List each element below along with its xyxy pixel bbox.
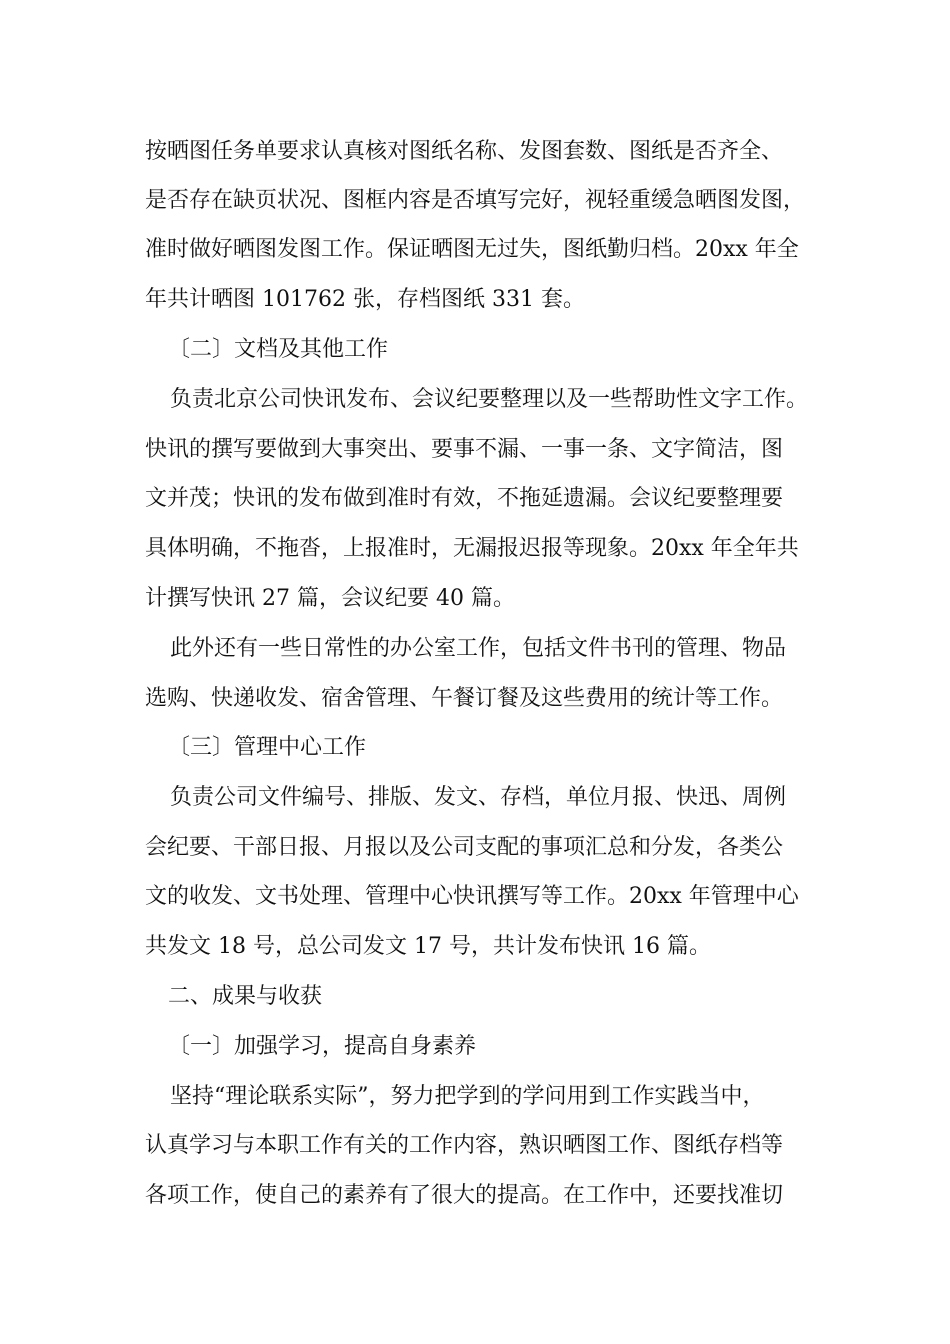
section-heading: 〔三〕管理中心工作 bbox=[168, 735, 367, 760]
paragraph-line: 年共计晒图 101762 张，存档图纸 331 套。 bbox=[145, 287, 585, 312]
paragraph-line: 选购、快递收发、宿舍管理、午餐订餐及这些费用的统计等工作。 bbox=[145, 686, 784, 711]
paragraph-line: 负责北京公司快讯发布、会议纪要整理以及一些帮助性文字工作。 bbox=[170, 387, 809, 412]
paragraph-line: 快讯的撰写要做到大事突出、要事不漏、一事一条、文字简洁，图 bbox=[145, 437, 784, 462]
paragraph-line: 共发文 18 号，总公司发文 17 号，共计发布快讯 16 篇。 bbox=[145, 934, 711, 959]
section-heading: 〔二〕文档及其他工作 bbox=[168, 337, 389, 362]
paragraph-line: 此外还有一些日常性的办公室工作，包括文件书刊的管理、物品 bbox=[170, 636, 787, 661]
paragraph-line: 准时做好晒图发图工作。保证晒图无过失，图纸勤归档。20xx 年全 bbox=[145, 237, 799, 262]
paragraph-line: 具体明确，不拖沓，上报准时，无漏报迟报等现象。20xx 年全年共 bbox=[145, 536, 799, 561]
section-heading: 〔一〕加强学习，提高自身素养 bbox=[168, 1034, 477, 1059]
paragraph-line: 会纪要、干部日报、月报以及公司支配的事项汇总和分发，各类公 bbox=[145, 835, 784, 860]
paragraph-line: 认真学习与本职工作有关的工作内容，熟识晒图工作、图纸存档等 bbox=[145, 1133, 784, 1158]
section-heading: 二、成果与收获 bbox=[168, 984, 323, 1009]
paragraph-line: 各项工作，使自己的素养有了很大的提高。在工作中，还要找准切 bbox=[145, 1183, 784, 1208]
paragraph-line: 文并茂；快讯的发布做到准时有效，不拖延遗漏。会议纪要整理要 bbox=[145, 486, 784, 511]
paragraph-line: 计撰写快讯 27 篇，会议纪要 40 篇。 bbox=[145, 586, 515, 611]
paragraph-line: 负责公司文件编号、排版、发文、存档，单位月报、快迅、周例 bbox=[170, 785, 787, 810]
paragraph-line: 按晒图任务单要求认真核对图纸名称、发图套数、图纸是否齐全、 bbox=[145, 139, 784, 164]
paragraph-line: 文的收发、文书处理、管理中心快讯撰写等工作。20xx 年管理中心 bbox=[145, 884, 799, 909]
paragraph-line: 坚持“理论联系实际”，努力把学到的学问用到工作实践当中， bbox=[170, 1084, 765, 1109]
paragraph-line: 是否存在缺页状况、图框内容是否填写完好，视轻重缓急晒图发图， bbox=[145, 188, 806, 213]
